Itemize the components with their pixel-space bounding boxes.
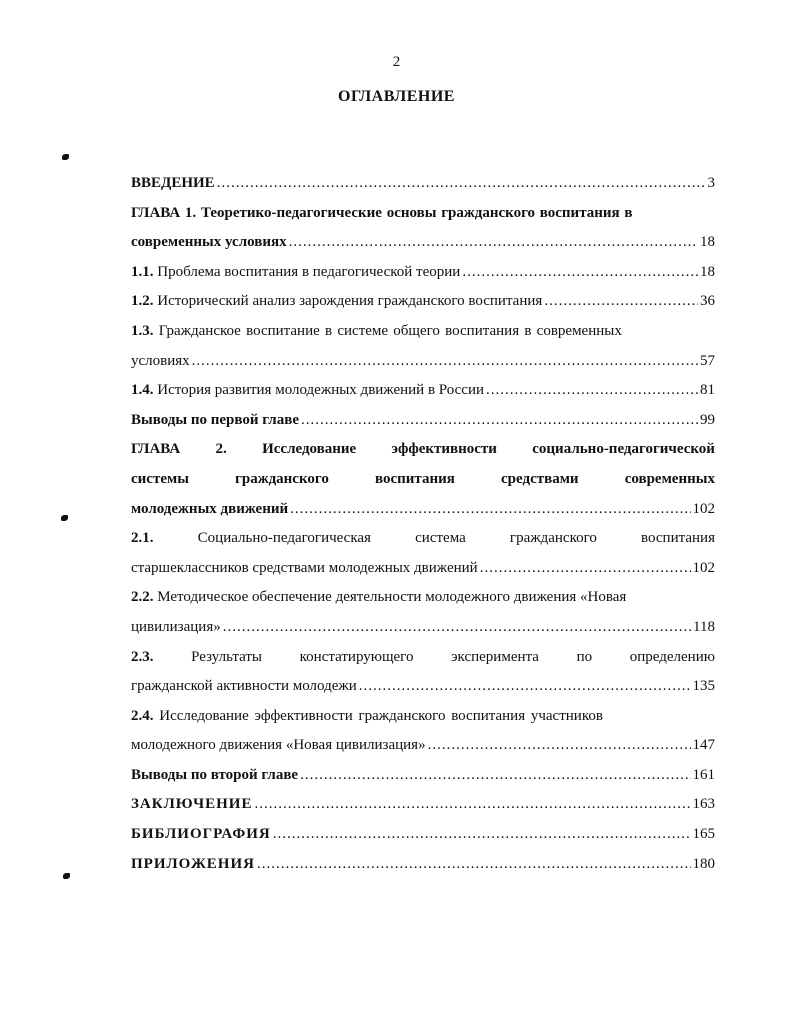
toc-entry-section-2-4[interactable] <box>131 702 715 761</box>
toc-entry-chapter-1[interactable] <box>131 199 715 258</box>
toc-label: 2.3. Результаты констатирующего эксперимента по определению <box>131 648 715 665</box>
toc-leader <box>480 554 691 584</box>
toc-leader <box>544 287 698 317</box>
toc-label: гражданской активности молодежи <box>131 678 357 695</box>
toc-leader <box>257 850 691 880</box>
toc-page: 180 <box>692 855 715 872</box>
toc-page: 163 <box>692 796 715 813</box>
toc-page: 161 <box>692 766 715 783</box>
toc-entry-conclusions-1[interactable] <box>131 406 715 436</box>
toc-entry-section-2-3[interactable] <box>131 643 715 702</box>
toc-entry-section-2-1[interactable] <box>131 524 715 583</box>
toc-entry-section-2-2[interactable] <box>131 583 715 642</box>
toc-label: молодежных движений <box>131 500 289 517</box>
toc-leader <box>273 820 691 850</box>
toc-page: 57 <box>700 352 715 369</box>
toc-label: 1.4. История развития молодежных движений в России <box>131 382 484 399</box>
toc-page: 99 <box>700 411 715 428</box>
toc-page: 18 <box>700 234 715 251</box>
toc-page: 81 <box>700 382 715 399</box>
toc-label: ВВЕДЕНИЕ <box>131 175 215 191</box>
toc-leader <box>192 347 698 377</box>
toc-label: ГЛАВА 1. Теоретико-педагогические основы гражданского воспитания в <box>131 204 633 221</box>
toc-leader <box>301 406 698 436</box>
toc-entry-section-1-1[interactable] <box>131 258 715 288</box>
toc-leader <box>359 672 691 702</box>
toc-label: системы гражданского воспитания средствами современных <box>131 470 715 487</box>
toc-label: БИБЛИОГРАФИЯ <box>131 826 271 843</box>
toc-label: ГЛАВА 2. Исследование эффективности социально-педагогической <box>131 441 715 458</box>
toc-label: цивилизация» <box>131 618 221 635</box>
toc-page: 102 <box>692 559 715 576</box>
toc-label: Выводы по второй главе <box>131 766 299 783</box>
toc-entry-section-1-3[interactable] <box>131 317 715 376</box>
toc-leader <box>217 169 706 199</box>
toc-label: 1.3. Гражданское воспитание в системе общего воспитания в современных <box>131 322 622 339</box>
toc-entry-bibliography[interactable] <box>131 820 715 850</box>
toc-entry-section-1-4[interactable] <box>131 376 715 406</box>
toc-page: 3 <box>707 175 715 191</box>
toc-entry-section-1-2[interactable] <box>131 287 715 317</box>
toc-label: 2.1. Социально-педагогическая система гражданского воспитания <box>131 530 715 547</box>
toc-page: 102 <box>692 500 715 517</box>
toc-page: 135 <box>692 678 715 695</box>
toc-entry-chapter-2[interactable] <box>131 435 715 524</box>
toc-label: 1.2. Исторический анализ зарождения гражданского воспитания <box>131 293 543 310</box>
toc-leader <box>223 613 691 643</box>
toc-leader <box>300 761 690 791</box>
toc-leader <box>254 790 690 820</box>
toc-label: старшеклассников средствами молодежных движений <box>131 559 478 576</box>
toc-label: 2.4. Исследование эффективности гражданского воспитания участников <box>131 707 603 724</box>
toc-leader <box>290 495 690 525</box>
toc-leader <box>486 376 698 406</box>
toc-entry-conclusions-2[interactable] <box>131 761 715 791</box>
toc-label: 1.1. Проблема воспитания в педагогической теории <box>131 263 461 280</box>
toc-page: 118 <box>693 618 715 635</box>
scan-mark <box>63 873 70 879</box>
toc-entry-introduction[interactable] <box>131 169 715 199</box>
toc-page: 165 <box>692 826 715 843</box>
toc-label: современных условиях <box>131 234 287 251</box>
toc-label: 2.2. Методическое обеспечение деятельности молодежного движения «Новая <box>131 589 627 606</box>
toc-leader <box>462 258 698 288</box>
toc-entry-conclusion[interactable] <box>131 790 715 820</box>
toc-page: 36 <box>700 293 715 310</box>
toc-entry-appendices[interactable] <box>131 850 715 880</box>
toc-label: условиях <box>131 352 190 369</box>
toc-label: ПРИЛОЖЕНИЯ <box>131 855 255 872</box>
toc-leader <box>289 228 698 258</box>
scan-mark <box>62 154 69 160</box>
toc-leader <box>428 731 691 761</box>
scan-mark <box>61 515 68 521</box>
table-of-contents <box>131 169 715 879</box>
toc-page: 18 <box>700 263 715 280</box>
toc-page: 147 <box>692 737 715 754</box>
page-number: 2 <box>392 54 401 70</box>
page-title: ОГЛАВЛЕНИЕ <box>338 88 455 105</box>
toc-label: ЗАКЛЮЧЕНИЕ <box>131 796 253 813</box>
toc-label: молодежного движения «Новая цивилизация» <box>131 737 426 754</box>
toc-label: Выводы по первой главе <box>131 411 299 428</box>
